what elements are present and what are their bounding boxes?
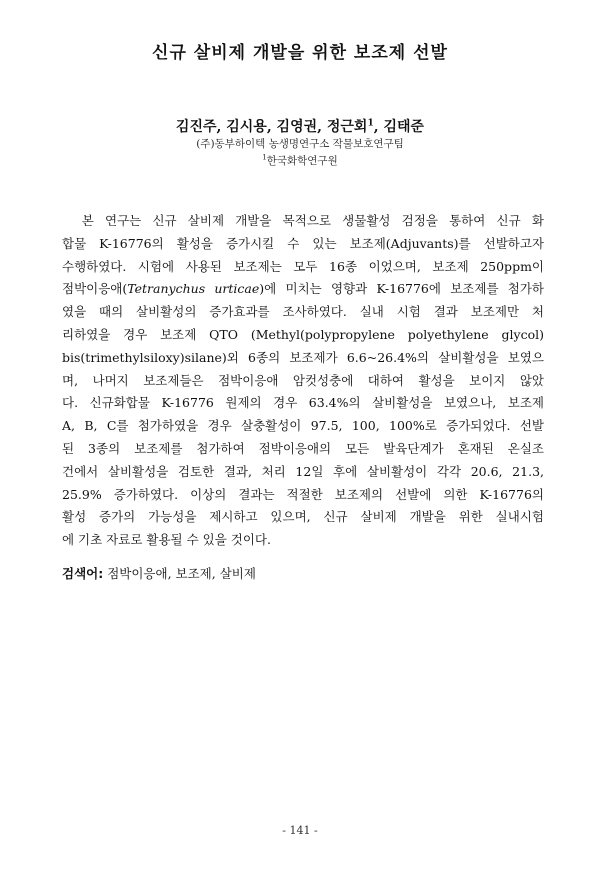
abstract-line: A, B, C를 첨가하였을 경우 살충활성이 97.5, 100, 100%로 증가되었다. 선발 — [62, 418, 544, 434]
authors-prefix: 김진주, 김시용, 김영권, 정근회 — [175, 119, 368, 135]
page-number: - 141 - — [282, 824, 318, 837]
affiliation-secondary — [0, 153, 600, 168]
author-affiliation-mark: 1 — [367, 118, 374, 129]
affiliation-secondary-mark: 1 — [262, 153, 267, 162]
abstract-line: 합물 K-16776의 활성을 증가시킬 수 있는 보조제(Adjuvants)를 선발하고자 — [62, 235, 544, 251]
abstract-line: 된 3종의 보조제를 첨가하여 점박이응애의 모든 발육단계가 혼재된 온실조 — [62, 440, 544, 456]
abstract-body — [62, 210, 544, 552]
abstract-line: 수행하였다. 시험에 사용된 보조제는 모두 16종 이었으며, 보조제 250ppm이 — [62, 258, 544, 274]
abstract-line: 리하였을 경우 보조제 QTO (Methyl(polypropylene polyethylene glycol) — [62, 326, 544, 342]
paper-title: 신규 살비제 개발을 위한 보조제 선발 — [152, 43, 448, 63]
affiliation-secondary-name: 한국화학연구원 — [266, 155, 338, 167]
abstract-line: 점박이응애(Tetranychus urticae)에 미치는 영향과 K-16776에 보조제를 첨가하 — [62, 281, 544, 297]
authors-suffix: , 김태준 — [373, 119, 425, 135]
author-list — [0, 116, 600, 136]
abstract-line: 에 기초 자료로 활용될 수 있을 것이다. — [62, 532, 271, 548]
keywords-label: 검색어: — [62, 566, 104, 581]
abstract-line: 활성 증가의 가능성을 제시하고 있으며, 신규 살비제 개발을 위한 실내시험 — [62, 509, 544, 525]
abstract-line: 건에서 살비활성을 검토한 결과, 처리 12일 후에 살비활성이 각각 20.6, 21.3, — [62, 463, 544, 479]
species-name: Tetranychus urticae — [127, 281, 260, 297]
abstract-line: bis(trimethylsiloxy)silane)외 6종의 보조제가 6.6~26.4%의 살비활성을 보였으 — [62, 349, 544, 365]
keywords — [62, 564, 256, 582]
abstract-line: 본 연구는 신규 살비제 개발을 목적으로 생물활성 검정을 통하여 신규 화 — [81, 213, 544, 228]
keywords-value: 점박이응애, 보조제, 살비제 — [103, 566, 256, 581]
abstract-line: 였을 때의 살비활성의 증가효과를 조사하였다. 실내 시험 결과 보조제만 처 — [62, 304, 544, 320]
abstract-line: 25.9% 증가하였다. 이상의 결과는 적절한 보조제의 선발에 의한 K-16776의 — [62, 486, 544, 502]
abstract-line: 며, 나머지 보조제들은 점박이응애 암컷성충에 대하여 활성을 보이지 않았 — [62, 372, 544, 388]
abstract-line: 다. 신규화합물 K-16776 원제의 경우 63.4%의 살비활성을 보였으나, 보조제 — [62, 395, 544, 411]
affiliation-primary: (주)동부하이텍 농생명연구소 작물보호연구팀 — [196, 138, 404, 150]
